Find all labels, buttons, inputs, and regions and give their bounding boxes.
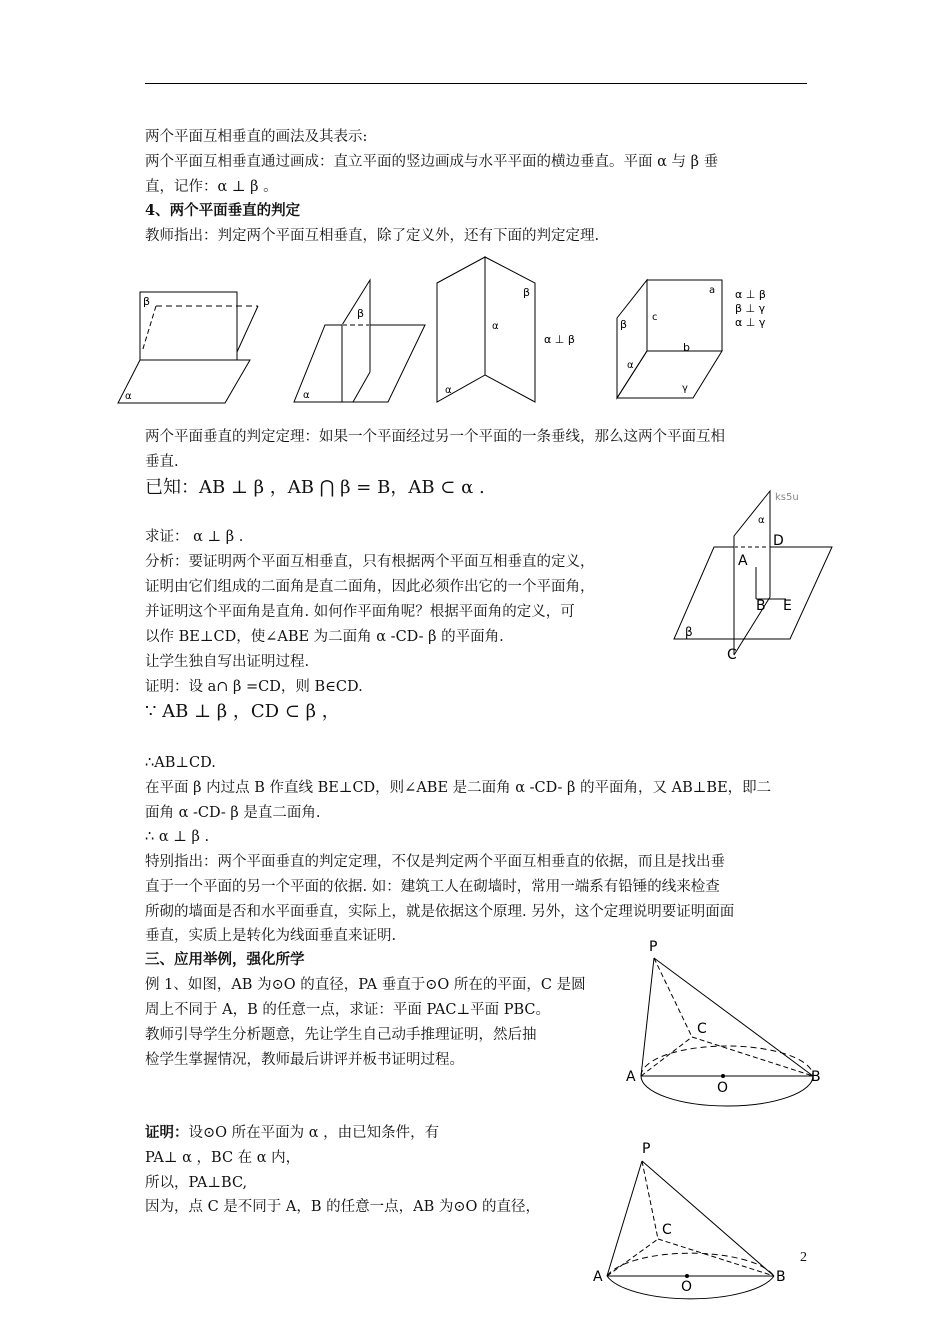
relation-label: α ⊥ γ	[735, 316, 766, 329]
point-C: C	[697, 1021, 707, 1037]
beta-label: β	[357, 307, 365, 320]
section-heading: 三、应用举例，强化所学	[145, 951, 305, 968]
proof-text: 设⊙O 所在平面为 α ，由已知条件，有	[188, 1125, 440, 1141]
a-label: a	[709, 285, 716, 296]
beta-label: β	[620, 318, 628, 331]
point-B: B	[811, 1069, 821, 1085]
text-line: 两个平面互相垂直的画法及其表示:	[145, 129, 368, 145]
text-line	[145, 1124, 439, 1142]
figure-perpendicular-planes-2	[290, 280, 430, 405]
figure-caption: α ⊥ β	[544, 333, 575, 346]
point-E: E	[783, 598, 792, 614]
text-line: 教师指出：判定两个平面互相垂直，除了定义外，还有下面的判定定理.	[145, 228, 600, 244]
page-number: 2	[800, 1250, 807, 1265]
section-heading: 4、两个平面垂直的判定	[145, 202, 301, 219]
alpha-label: α	[627, 360, 634, 371]
text-line: 在平面 β 内过点 B 作直线 BE⊥CD，则∠ABE 是二面角 α -CD- β 的平面角，又 AB⊥BE，即二	[145, 780, 772, 796]
text-line: 直，记作：α ⊥ β 。	[145, 179, 278, 195]
text-line: ∴ α ⊥ β .	[145, 829, 210, 845]
text-line: 分析：要证明两个平面互相垂直，只有根据两个平面互相垂直的定义，	[145, 554, 595, 570]
point-P: P	[642, 1141, 651, 1157]
text-line: 所砌的墙面是否和水平面垂直，实际上，就是依据这个原理. 另外，这个定理说明要证明面面	[145, 904, 735, 920]
point-A: A	[738, 553, 748, 569]
text-line: 证明：设 a∩ β =CD，则 B∈CD.	[145, 679, 363, 695]
text-line: 以作 BE⊥CD，使∠ABE 为二面角 α -CD- β 的平面角.	[145, 629, 504, 645]
proof-label: 证明：	[145, 1124, 189, 1141]
figure-cone-1	[622, 935, 827, 1110]
text-line: ∴AB⊥CD.	[145, 755, 216, 771]
text-line: 例 1、如图，AB 为⊙O 的直径，PA 垂直于⊙O 所在的平面，C 是圆	[145, 977, 586, 993]
point-B: B	[776, 1269, 786, 1285]
figure-cube-planes	[612, 275, 782, 405]
alpha-label: α	[445, 385, 452, 396]
text-line: 特别指出：两个平面垂直的判定定理，不仅是判定两个平面互相垂直的依据，而且是找出垂	[145, 854, 725, 870]
point-C: C	[662, 1222, 672, 1238]
text-line: 周上不同于 A，B 的任意一点，求证：平面 PAC⊥平面 PBC。	[145, 1002, 550, 1018]
text-line: 让学生独自写出证明过程.	[145, 654, 310, 670]
text-line: 直于一个平面的另一个平面的依据. 如：建筑工人在砌墙时，常用一端系有铅锤的线来检查	[145, 879, 720, 895]
figure-perpendicular-planes-3	[432, 255, 592, 405]
gamma-label: γ	[682, 383, 688, 394]
relation-label: β ⊥ γ	[735, 302, 766, 315]
text-line: 因为，点 C 是不同于 A，B 的任意一点，AB 为⊙O 的直径，	[145, 1199, 541, 1215]
figure-perpendicular-planes-1	[115, 285, 275, 405]
text-line: 面角 α -CD- β 是直二面角.	[145, 805, 321, 821]
beta-label: β	[523, 286, 531, 299]
point-A: A	[626, 1069, 636, 1085]
figure-dihedral-angle	[672, 483, 837, 663]
point-O: O	[717, 1080, 729, 1096]
text-line: 两个平面互相垂直通过画成：直立平面的竖边画成与水平平面的横边垂直。平面 α 与 β 垂	[145, 154, 719, 170]
beta-label: β	[143, 295, 151, 308]
given-line: 已知：AB ⊥ β ，AB ⋂ β = B，AB ⊂ α .	[145, 477, 485, 498]
point-P: P	[649, 939, 658, 955]
relation-label: α ⊥ β	[735, 288, 766, 301]
text-line: 教师引导学生分析题意，先让学生自己动手推理证明，然后抽	[145, 1027, 537, 1043]
header-rule	[145, 83, 807, 84]
alpha-label: α	[492, 321, 499, 332]
point-A: A	[593, 1269, 603, 1285]
text-line: 检学生掌握情况，教师最后讲评并板书证明过程。	[145, 1052, 464, 1068]
point-O: O	[681, 1279, 693, 1295]
alpha-label: α	[758, 515, 765, 526]
text-line: 垂直.	[145, 454, 179, 470]
point-D: D	[773, 533, 784, 549]
alpha-label: α	[125, 391, 132, 402]
alpha-label: α	[303, 390, 310, 401]
text-line: PA⊥ α ，BC 在 α 内，	[145, 1150, 301, 1166]
watermark: ks5u	[775, 492, 799, 503]
point-B: B	[756, 598, 766, 614]
text-line: ∵ AB ⊥ β ，CD ⊂ β ，	[145, 701, 340, 722]
theorem-line: 两个平面垂直的判定定理：如果一个平面经过另一个平面的一条垂线，那么这两个平面互相	[145, 429, 725, 445]
text-line: 所以，PA⊥BC,	[145, 1175, 248, 1191]
b-label: b	[683, 341, 690, 354]
prove-line: 求证： α ⊥ β .	[145, 529, 244, 545]
figure-cone-2	[590, 1135, 795, 1310]
beta-label: β	[685, 625, 693, 639]
text-line: 并证明这个平面角是直角. 如何作平面角呢？根据平面角的定义，可	[145, 604, 575, 620]
text-line: 垂直，实质上是转化为线面垂直来证明.	[145, 928, 397, 944]
c-label: c	[652, 312, 658, 323]
point-C: C	[727, 647, 737, 663]
text-line: 证明由它们组成的二面角是直二面角，因此必须作出它的一个平面角，	[145, 579, 595, 595]
